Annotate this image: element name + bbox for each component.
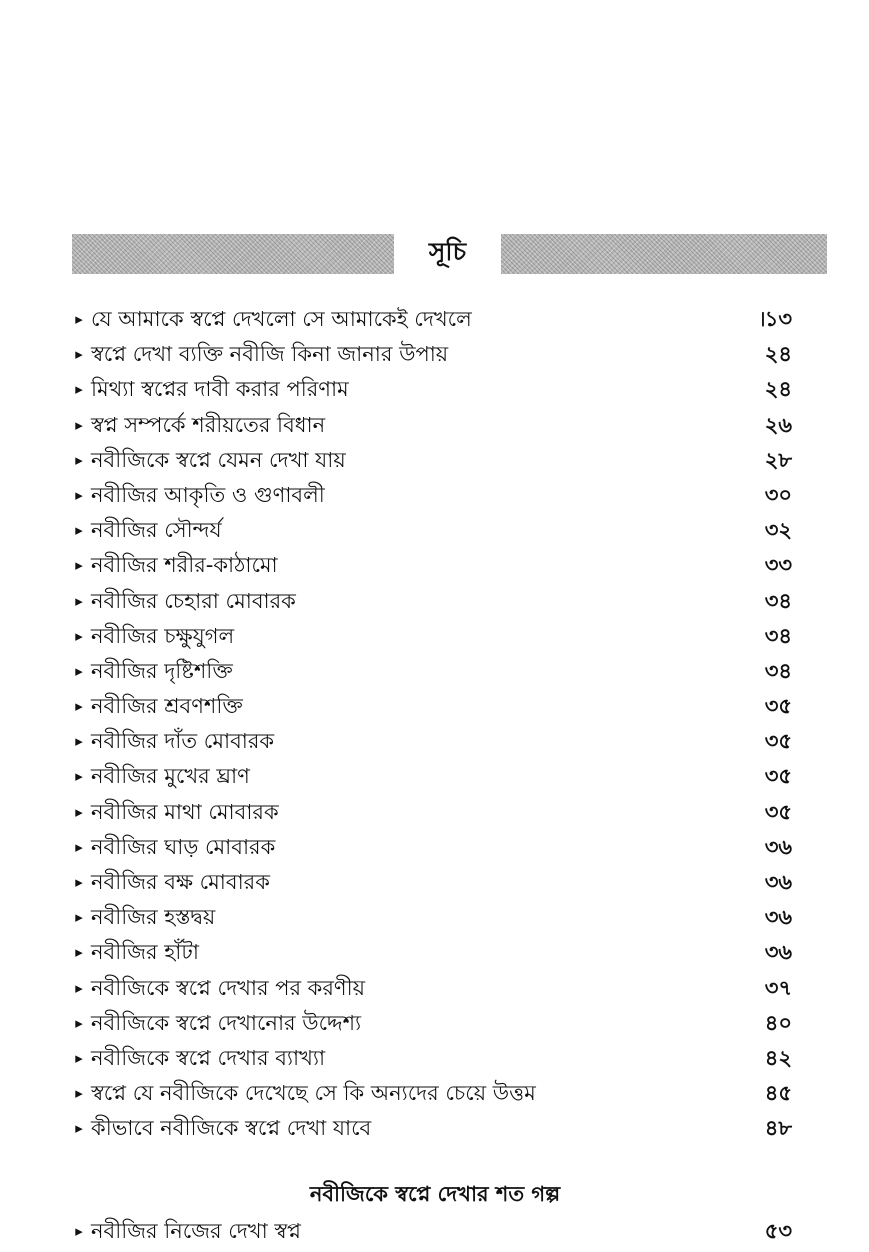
toc-entry-page-number: ৩৩ <box>764 553 792 578</box>
toc-entry-page-number: ৩৫ <box>764 729 792 754</box>
triangle-right-icon: ▸ <box>75 521 83 540</box>
toc-entry-page-number: ৫৩ <box>764 1219 792 1243</box>
triangle-right-icon: ▸ <box>75 626 83 645</box>
toc-entry <box>70 408 800 443</box>
toc-entry-page-number: ২৪ <box>764 377 792 402</box>
toc-entry-page-number: ৩৫ <box>764 764 792 789</box>
toc-entry <box>70 971 800 1006</box>
toc-entry <box>70 1076 800 1111</box>
toc-entry-title: নবীজির দাঁত মোবারক <box>91 729 275 754</box>
toc-list <box>70 302 800 1147</box>
toc-entry <box>70 443 800 478</box>
triangle-right-icon: ▸ <box>75 873 83 891</box>
toc-entry-title: নবীজির চেহারা মোবারক <box>91 588 296 613</box>
triangle-right-icon: ▸ <box>75 802 83 821</box>
triangle-right-icon: ▸ <box>75 767 83 786</box>
toc-entry-page-number: ৩৫ <box>764 694 792 719</box>
toc-entry-title: নবীজিকে স্বপ্নে দেখার পর করণীয় <box>91 975 366 1000</box>
toc-entry <box>70 372 800 407</box>
toc-entry <box>70 654 800 689</box>
page-title: সূচি <box>428 237 467 266</box>
toc-entry-title: নবীজির ঘাড় মোবারক <box>91 834 276 859</box>
toc-entry-title: নবীজির চক্ষুযুগল <box>91 623 235 648</box>
toc-entry <box>70 1006 800 1041</box>
triangle-right-icon: ▸ <box>75 837 83 856</box>
toc-entry-page-number: ৪০ <box>764 1010 792 1035</box>
triangle-right-icon: ▸ <box>75 1084 83 1103</box>
toc-entry <box>70 830 800 865</box>
toc-entry-page-number: ৩৪ <box>764 658 792 683</box>
triangle-right-icon: ▸ <box>75 943 83 962</box>
toc-entry-page-number: ৪২ <box>764 1045 792 1070</box>
toc-entry <box>70 1111 800 1146</box>
toc-entry-page-number: ৪৮ <box>764 1116 792 1141</box>
toc-entry-title: নবীজির হস্তদ্বয় <box>91 905 216 930</box>
toc-entry <box>70 337 800 372</box>
triangle-right-icon: ▸ <box>75 450 83 469</box>
toc-entry-title: নবীজির নিজের দেখা স্বপ্ন <box>91 1219 301 1243</box>
toc-entry <box>70 302 800 337</box>
triangle-right-icon: ▸ <box>75 697 83 716</box>
toc-entry-title: মিথ্যা স্বপ্নের দাবী করার পরিণাম <box>91 377 349 402</box>
triangle-right-icon: ▸ <box>75 661 83 680</box>
toc-entry-page-number: ৩৭ <box>764 975 792 1000</box>
triangle-right-icon: ▸ <box>75 1222 83 1240</box>
toc-entry-title: নবীজির আকৃতি ও গুণাবলী <box>91 482 325 507</box>
triangle-right-icon: ▸ <box>75 556 83 575</box>
toc-entry-page-number: ৩২ <box>764 518 792 543</box>
toc-entry <box>70 619 800 654</box>
triangle-right-icon: ▸ <box>75 591 83 610</box>
triangle-right-icon: ▸ <box>75 485 83 504</box>
toc-entry-page-number: ৩৬ <box>764 870 792 894</box>
toc-entry-title: নবীজির মুখের ঘ্রাণ <box>91 764 250 789</box>
triangle-right-icon: ▸ <box>75 310 83 328</box>
toc-entry-page-number: ৩০ <box>764 482 792 507</box>
toc-entry-title: নবীজিকে স্বপ্নে যেমন দেখা যায় <box>91 447 346 472</box>
header-decorative-bar-left <box>72 234 394 274</box>
triangle-right-icon: ▸ <box>75 380 83 399</box>
toc-entry-title: নবীজির শরীর-কাঠামো <box>91 553 278 578</box>
toc-entry-title: স্বপ্ন সম্পর্কে শরীয়তের বিধান <box>91 412 326 437</box>
toc-entry-title: নবীজির শ্রবণশক্তি <box>91 694 243 719</box>
toc-entry <box>70 935 800 970</box>
triangle-right-icon: ▸ <box>75 978 83 997</box>
triangle-right-icon: ▸ <box>75 345 83 364</box>
toc-entry-page-number: ৷১৩ <box>761 307 792 331</box>
toc-entry-page-number: ২৬ <box>764 412 792 437</box>
toc-entry <box>70 513 800 548</box>
toc-entry <box>70 865 800 900</box>
toc-entry-page-number: ৪৫ <box>764 1081 792 1106</box>
toc-entry-title: স্বপ্নে দেখা ব্যক্তি নবীজি কিনা জানার উপায় <box>91 342 449 367</box>
toc-entry-page-number: ৩৪ <box>764 588 792 613</box>
toc-entry-title: যে আমাকে স্বপ্নে দেখলো সে আমাকেই দেখলে <box>91 307 472 331</box>
triangle-right-icon: ▸ <box>75 1013 83 1032</box>
triangle-right-icon: ▸ <box>75 732 83 751</box>
toc-entry-page-number: ৩৪ <box>764 623 792 648</box>
toc-entry-title: নবীজিকে স্বপ্নে দেখানোর উদ্দেশ্য <box>91 1010 362 1035</box>
toc-entry <box>70 1041 800 1076</box>
toc-entry-title: নবীজির দৃষ্টিশক্তি <box>91 658 233 683</box>
toc-list-section-2 <box>70 1214 800 1249</box>
toc-entry-title: কীভাবে নবীজিকে স্বপ্নে দেখা যাবে <box>91 1116 372 1141</box>
toc-entry-title: নবীজির বক্ষ মোবারক <box>91 870 270 894</box>
triangle-right-icon: ▸ <box>75 415 83 434</box>
triangle-right-icon: ▸ <box>75 1119 83 1138</box>
toc-entry-page-number: ২৪ <box>764 342 792 367</box>
toc-entry <box>70 900 800 935</box>
toc-entry-title: নবীজির মাথা মোবারক <box>91 799 279 824</box>
section-title: নবীজিকে স্বপ্নে দেখার শত গল্প <box>309 1182 561 1206</box>
toc-entry <box>70 724 800 759</box>
toc-entry <box>70 1214 800 1249</box>
toc-entry <box>70 584 800 619</box>
toc-entry-page-number: ২৮ <box>764 447 792 472</box>
toc-entry-title: নবীজিকে স্বপ্নে দেখার ব্যাখ্যা <box>91 1045 326 1070</box>
header-decorative-bar-right <box>501 234 827 274</box>
toc-entry-page-number: ৩৫ <box>764 799 792 824</box>
toc-entry-title: নবীজির সৌন্দর্য <box>91 518 222 543</box>
toc-entry-page-number: ৩৬ <box>764 940 792 965</box>
triangle-right-icon: ▸ <box>75 1048 83 1067</box>
toc-entry <box>70 795 800 830</box>
toc-entry <box>70 548 800 583</box>
toc-entry-page-number: ৩৬ <box>764 834 792 859</box>
triangle-right-icon: ▸ <box>75 908 83 927</box>
toc-entry <box>70 759 800 794</box>
toc-entry <box>70 689 800 724</box>
toc-entry-title: নবীজির হাঁটা <box>91 940 199 965</box>
toc-entry-page-number: ৩৬ <box>764 905 792 930</box>
toc-entry-title: স্বপ্নে যে নবীজিকে দেখেছে সে কি অন্যদের চেয়ে উত্তম <box>91 1081 536 1106</box>
toc-entry <box>70 478 800 513</box>
